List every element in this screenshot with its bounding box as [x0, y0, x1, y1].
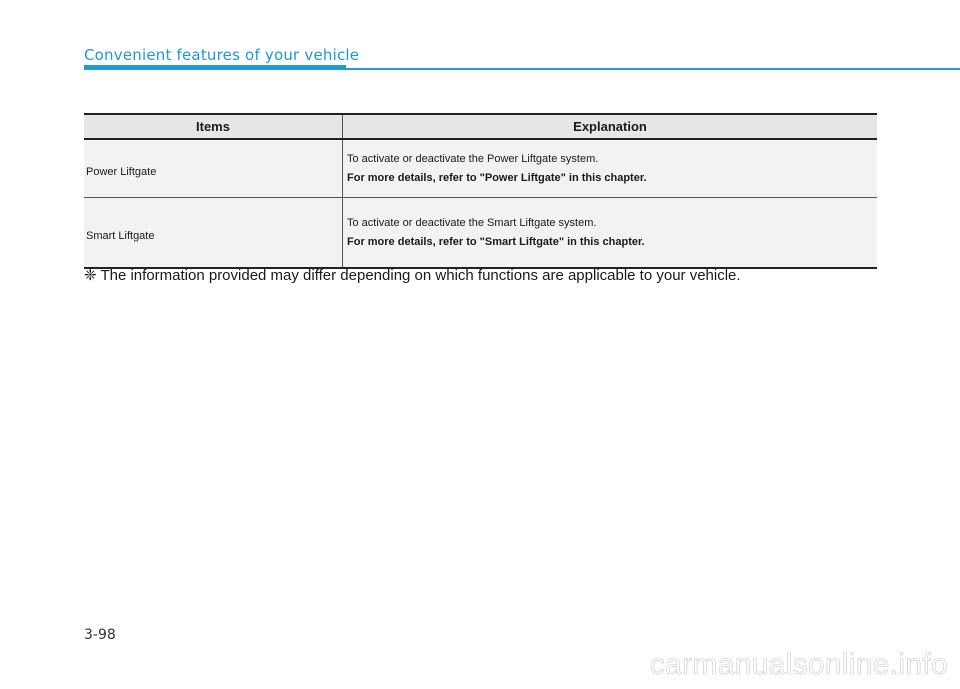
- section-title: Convenient features of your vehicle: [84, 46, 360, 64]
- explanation-text: To activate or deactivate the Power Liftgate system.: [347, 152, 599, 165]
- explanation-cell: [343, 198, 878, 269]
- item-cell: Power Liftgate: [84, 139, 343, 198]
- column-header-explanation: Explanation: [343, 114, 878, 139]
- explanation-text: To activate or deactivate the Smart Liftgate system.: [347, 216, 597, 229]
- applicability-note: ❈ The information provided may differ depending on which functions are applicable to your vehicle.: [84, 267, 741, 284]
- explanation-reference: For more details, refer to "Power Liftgate" in this chapter.: [347, 171, 647, 184]
- table-row: [84, 198, 877, 269]
- table-row: [84, 139, 877, 198]
- explanation-cell: [343, 139, 878, 198]
- item-cell: Smart Liftgate: [84, 198, 343, 269]
- column-header-items: Items: [84, 114, 343, 139]
- table-header-row: [84, 114, 877, 139]
- header-accent-bar: [84, 65, 346, 70]
- explanation-reference: For more details, refer to "Smart Liftgate" in this chapter.: [347, 235, 645, 248]
- watermark: carmanualsonline.info: [649, 648, 948, 681]
- section-header: [84, 46, 960, 72]
- features-table: [84, 113, 877, 269]
- header-rule: [346, 68, 960, 70]
- page-number: 3-98: [84, 627, 116, 643]
